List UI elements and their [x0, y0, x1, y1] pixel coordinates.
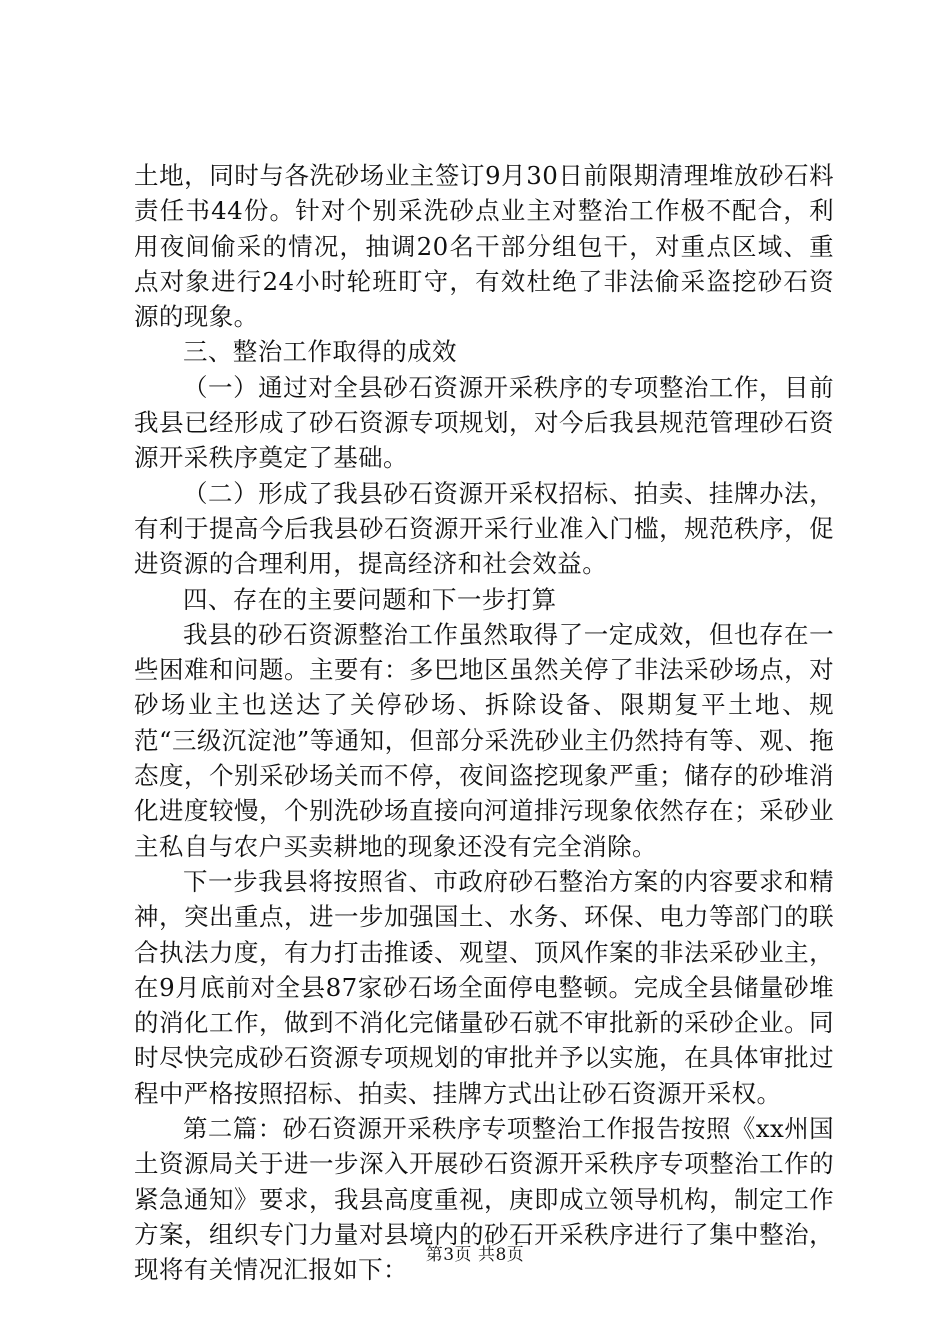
- section-heading-results: 三、整治工作取得的成效: [183, 337, 457, 367]
- paragraph-result-one: （一）通过对全县砂石资源开采秩序的专项整治工作，目前我县已经形成了砂石资源专项规划，对今后我县规范管理砂石资源开采秩序奠定了基础。: [134, 372, 834, 473]
- paragraph-continuation: 土地，同时与各洗砂场业主签订9月30日前限期清理堆放砂石料责任书44份。针对个别采洗砂点业主对整治工作极不配合，利用夜间偷采的情况，抽调20名干部分组包干，对重点区域、重点对象进行24小时轮班盯守，有效杜绝了非法偷采盗挖砂石资源的现象。: [134, 161, 834, 332]
- paragraph-problems: 我县的砂石资源整治工作虽然取得了一定成效，但也存在一些困难和问题。主要有：多巴地区虽然关停了非法采砂场点，对砂场业主也送达了关停砂场、拆除设备、限期复平土地、规范“三级沉淀池”等通知，但部分采洗砂业主仍然持有等、观、拖态度，个别采砂场关而不停，夜间盗挖现象严重；储存的砂堆消化进度较慢，个别洗砂场直接向河道排污现象依然存在；采砂业主私自与农户买卖耕地的现象还没有完全消除。: [134, 619, 834, 861]
- section-heading-problems: 四、存在的主要问题和下一步打算: [183, 584, 557, 614]
- paragraph-result-two: （二）形成了我县砂石资源开采权招标、拍卖、挂牌办法，有利于提高今后我县砂石资源开采行业准入门槛，规范秩序，促进资源的合理利用，提高经济和社会效益。: [134, 478, 834, 579]
- document-body: [134, 158, 834, 1288]
- paragraph-next-steps: 下一步我县将按照省、市政府砂石整治方案的内容要求和精神，突出重点，进一步加强国土、水务、环保、电力等部门的联合执法力度，有力打击推诿、观望、顶风作案的非法采砂业主，在9月底前对全县87家砂石场全面停电整顿。完成全县储量砂堆的消化工作，做到不消化完储量砂石就不审批新的采砂企业。同时尽快完成砂石资源专项规划的审批并予以实施，在具体审批过程中严格按照招标、拍卖、挂牌方式出让砂石资源开采权。: [134, 866, 834, 1108]
- paragraph-second-report: 第二篇：砂石资源开采秩序专项整治工作报告按照《xx州国土资源局关于进一步深入开展砂石资源开采秩序专项整治工作的紧急通知》要求，我县高度重视，庚即成立领导机构，制定工作方案，组织专门力量对县境内的砂石开采秩序进行了集中整治，现将有关情况汇报如下：: [134, 1114, 834, 1285]
- page-footer: 第3页 共8页: [425, 1245, 525, 1265]
